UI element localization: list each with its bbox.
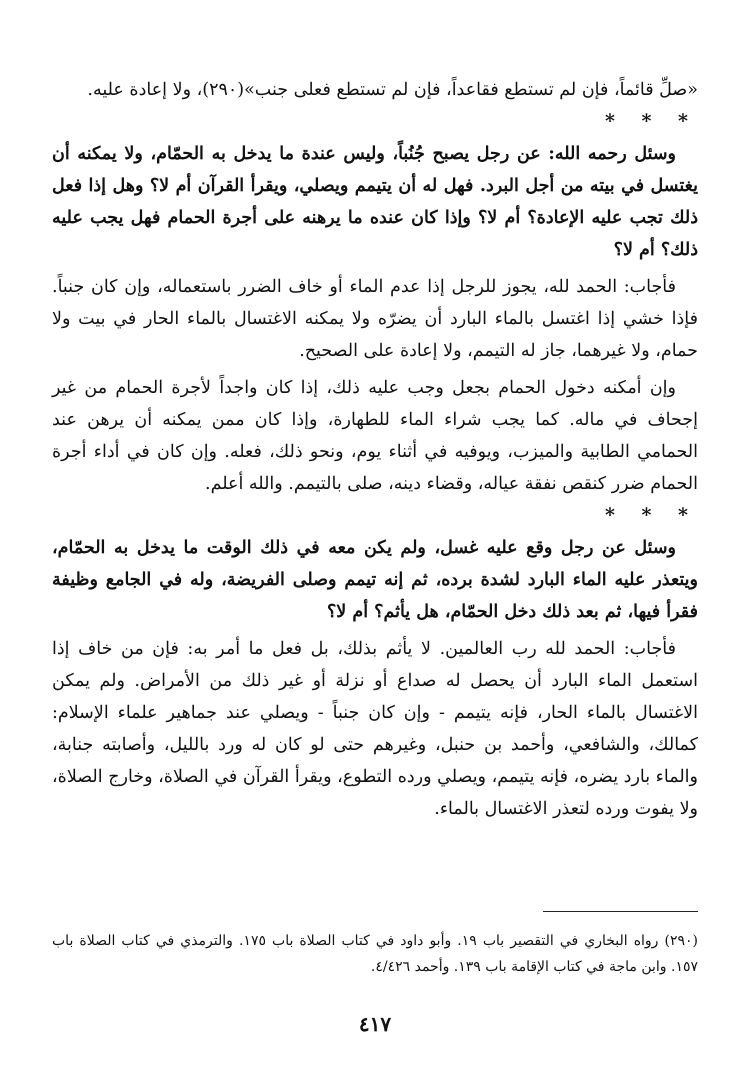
paragraph-hadith-end: «صلِّ قائماً، فإن لم تستطع فقاعداً، فإن لم تستطع فعلى جنب»(٢٩٠)، ولا إعادة عليه.: [87, 80, 698, 100]
answer-paragraph: فأجاب: الحمد لله رب العالمين. لا يأثم بذلك، بل فعل ما أمر به: فإن من خاف إذا استعمل الماء البارد أن يحصل له صداع أو نزلة أو غير ذلك من الأمراض. ولم يمكن الاغتسال بالماء الحار، فإنه يتيمم - وإن كان جنباً - ويصلي عند جماهير علماء الإسلام: كمالك، والشافعي، وأحمد بن حنبل، وغيرهم حتى لو كان له ورد بالليل، وأصابته جنابة، والماء بارد يضره، فإنه يتيمم، ويصلي ورده التطوع، ويقرأ القرآن في الصلاة، وخارج الصلاة، ولا يفوت ورده لتعذر الاغتسال بالماء.: [52, 639, 698, 819]
page-number: ٤١٧: [358, 1012, 392, 1036]
section-separator: * * *: [604, 504, 698, 526]
footnote-divider: [543, 911, 698, 912]
question-paragraph: وسئل عن رجل وقع عليه غسل، ولم يكن معه في ذلك الوقت ما يدخل به الحمّام، ويتعذر عليه الماء البارد لشدة برده، ثم إنه تيمم وصلى الفريضة، وله في الجامع وظيفة فقرأ فيها، ثم بعد ذلك دخل الحمّام، هل يأثم؟ أم لا؟: [52, 538, 698, 622]
question-paragraph: وسئل رحمه الله: عن رجل يصبح جُنُباً، وليس عندة ما يدخل به الحمّام، ولا يمكنه أن يغتسل في بيته من أجل البرد. فهل له أن يتيمم ويصلي، ويقرأ القرآن أم لا؟ وهل إذا فعل ذلك تجب عليه الإعادة؟ أم لا؟ وإذا كان عنده ما يرهنه على أجرة الحمام فهل يجب عليه ذلك؟ أم لا؟: [52, 144, 698, 260]
answer-continuation-paragraph: وإن أمكنه دخول الحمام بجعل وجب عليه ذلك، إذا كان واجداً لأجرة الحمام من غير إجحاف في ماله. كما يجب شراء الماء للطهارة، وإذا كان ممن يمكنه أن يرهن عند الحمامي الطابية والميزب، ويوفيه في أثناء يوم، ونحو ذلك، فعله. وإن كان في أداء أجرة الحمام ضرر كنقص نفقة عياله، وقضاء دينه، صلى بالتيمم. والله أعلم.: [52, 378, 698, 494]
footnote: (٢٩٠) رواه البخاري في التقصير باب ١٩. وأبو داود في كتاب الصلاة باب ١٧٥. والترمذي في كتاب الصلاة باب ١٥٧. وابن ماجة في كتاب الإقامة باب ١٣٩. وأحمد ٤/٤٢٦.: [52, 933, 698, 975]
section-separator: * * *: [604, 110, 698, 132]
answer-paragraph: فأجاب: الحمد لله، يجوز للرجل إذا عدم الماء أو خاف الضرر باستعماله، وإن كان جنباً. فإذا خشي إذا اغتسل بالماء البارد أن يضرّه ولا يمكنه الاغتسال بالماء الحار في بيت ولا حمام، ولا غيرهما، جاز له التيمم، ولا إعادة على الصحيح.: [52, 277, 698, 361]
main-text: [52, 74, 698, 825]
